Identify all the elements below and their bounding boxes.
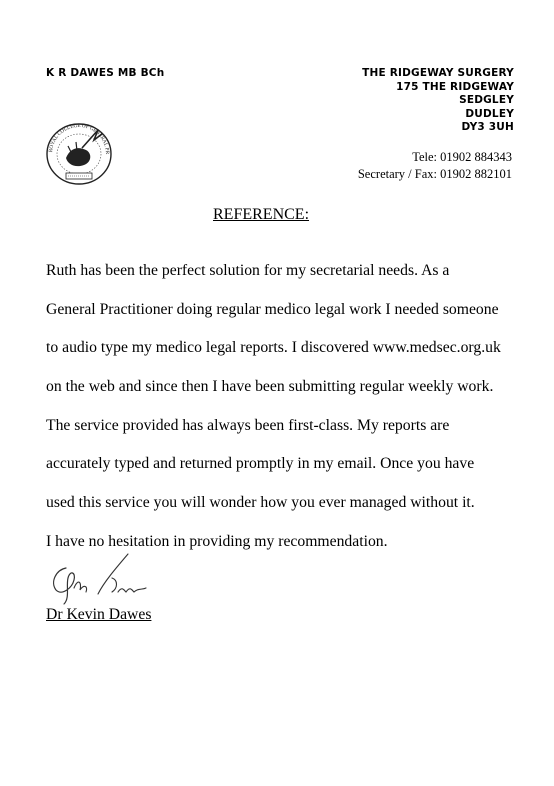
body-line: accurately typed and returned promptly in my email. Once you have (46, 455, 475, 473)
body-line: on the web and since then I have been submitting regular weekly work. (46, 378, 494, 396)
sender-name: K R DAWES MB BCh (46, 67, 165, 79)
body-line: Ruth has been the perfect solution for my secretarial needs. As a (46, 262, 450, 279)
body-line: used this service you will wonder how you ever managed without it. (46, 494, 475, 512)
address-line: SEDGLEY (459, 94, 514, 106)
body-line: The service provided has always been first-class. My reports are (46, 416, 450, 434)
address-line: DY3 3UH (461, 121, 514, 133)
body-line: General Practitioner doing regular medico legal work I needed someone (46, 300, 499, 318)
surgery-address (362, 67, 514, 135)
seal-text: ROYAL COLLEGE OF GENERAL PR (48, 122, 111, 155)
letter-body (46, 260, 526, 570)
royal-college-seal-icon (42, 118, 116, 188)
body-line: I have no hesitation in providing my recommendation. (46, 532, 388, 550)
signatory-name: Dr Kevin Dawes (46, 606, 152, 623)
handwritten-signature-icon (46, 548, 156, 610)
body-line: to audio type my medico legal reports. I discovered www.medsec.org.uk (46, 339, 501, 357)
address-line: THE RIDGEWAY SURGERY (362, 67, 514, 79)
fax-number: Secretary / Fax: 01902 882101 (357, 167, 512, 181)
reference-heading: REFERENCE: (213, 206, 310, 223)
telephone-number: Tele: 01902 884343 (412, 150, 512, 164)
contact-details (358, 149, 512, 183)
address-line: DUDLEY (465, 107, 514, 120)
address-line: 175 THE RIDGEWAY (396, 80, 514, 93)
